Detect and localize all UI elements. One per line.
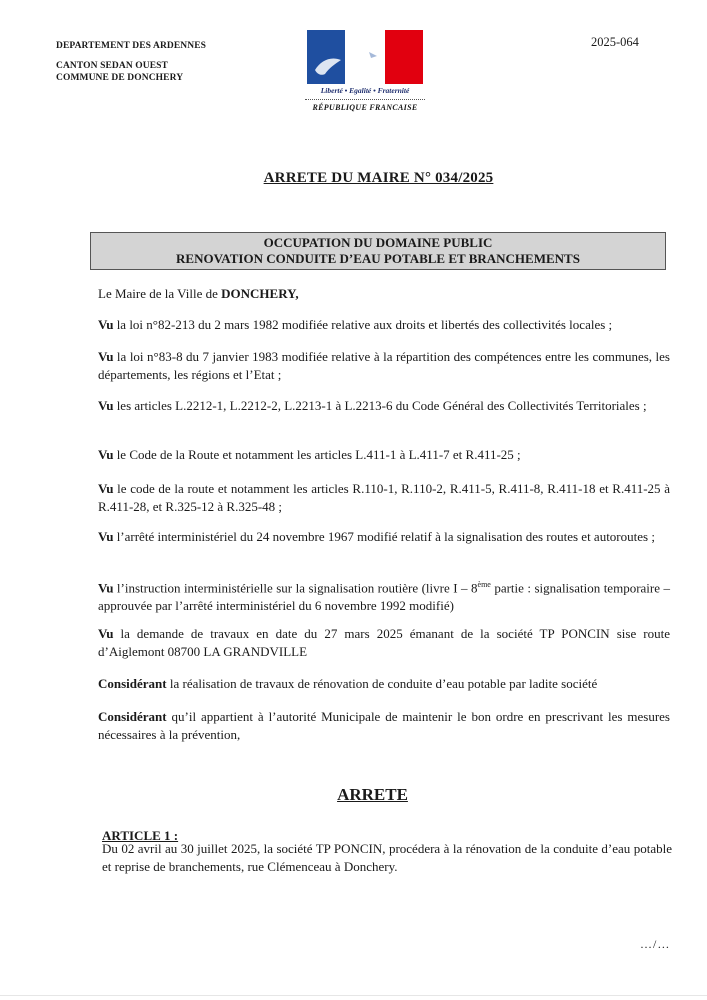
article-1-heading: ARTICLE 1 :	[102, 828, 179, 843]
consideration-item	[98, 446, 670, 464]
decision-heading: ARRETE	[337, 785, 408, 804]
consideration-item	[98, 708, 670, 744]
decree-title: ARRETE DU MAIRE N° 034/2025	[263, 170, 494, 186]
continuation-marker: …/…	[640, 937, 671, 951]
consideration-text: l’instruction interministérielle sur la signalisation routière (livre I – 8	[113, 580, 478, 596]
document-reference: 2025-064	[591, 35, 639, 49]
consideration-text: qu’il appartient à l’autorité Municipale de maintenir le bon ordre en prescrivant les mesures nécessaires à la prévention,	[98, 709, 670, 742]
consideration-lead: Vu	[98, 580, 114, 596]
issuer-block	[56, 40, 206, 84]
consideration-text: le Code de la Route et notamment les articles L.411-1 à L.411-7 et R.411-25 ;	[113, 447, 521, 462]
consideration-item	[98, 480, 670, 516]
consideration-item	[98, 397, 670, 415]
consideration-lead: Vu	[98, 447, 114, 462]
consideration-item	[98, 625, 670, 661]
consideration-text: la demande de travaux en date du 27 mars 2025 émanant de la société TP PONCIN sise route d’Aiglemont 08700 LA GRANDVILLE	[98, 626, 670, 659]
consideration-lead: Vu	[98, 349, 114, 364]
subject-line-2: RENOVATION CONDUITE D’EAU POTABLE ET BRANCHEMENTS	[176, 251, 580, 266]
republic-label: RÉPUBLIQUE FRANCAISE	[312, 103, 418, 112]
consideration-item	[98, 528, 670, 546]
consideration-lead: Vu	[98, 529, 114, 544]
commune-label: COMMUNE DE DONCHERY	[56, 73, 184, 83]
consideration-text: la loi n°83-8 du 7 janvier 1983 modifiée relative à la répartition des compétences entre les communes, les départements, les régions et l’Etat ;	[98, 349, 670, 382]
consideration-lead: Vu	[98, 481, 114, 496]
consideration-item	[98, 675, 670, 693]
consideration-lead: Vu	[98, 626, 114, 641]
logo-divider	[305, 99, 425, 100]
consideration-lead: Considérant	[98, 676, 167, 691]
intro-town: DONCHERY,	[221, 286, 299, 301]
consideration-text: partie : signalisation temporaire – approuvée par l’arrêté interministériel du 6 novembre 1992 modifié)	[98, 580, 670, 614]
consideration-text: le code de la route et notamment les articles R.110-1, R.110-2, R.411-5, R.411-8, R.411-18 et R.411-25 à R.411-28, et R.325-12 à R.325-48 ;	[98, 481, 670, 514]
subject-line-1: OCCUPATION DU DOMAINE PUBLIC	[263, 235, 493, 250]
consideration-item	[98, 348, 670, 384]
page-edge	[0, 995, 707, 996]
intro-prefix: Le Maire de la Ville de	[98, 286, 222, 301]
consideration-lead: Vu	[98, 398, 114, 413]
republic-logo	[300, 30, 430, 112]
mayor-intro	[98, 285, 670, 303]
consideration-item	[98, 576, 670, 615]
article-1-body: Du 02 avril au 30 juillet 2025, la société TP PONCIN, procédera à la rénovation de la conduite d’eau potable et reprise de branchements, rue Clémenceau à Donchery.	[102, 841, 672, 874]
consideration-item	[98, 316, 670, 334]
consideration-text: les articles L.2212-1, L.2212-2, L.2213-1 à L.2213-6 du Code Général des Collectivités Territoriales ;	[113, 398, 647, 413]
consideration-lead: Vu	[98, 317, 114, 332]
marianne-logo-icon	[307, 30, 423, 84]
consideration-text: la loi n°82-213 du 2 mars 1982 modifiée relative aux droits et libertés des collectivités locales ;	[113, 317, 613, 332]
subject-box	[90, 232, 666, 270]
consideration-text: l’arrêté interministériel du 24 novembre 1967 modifié relatif à la signalisation des routes et autoroutes ;	[113, 529, 655, 544]
department-label: DEPARTEMENT DES ARDENNES	[56, 41, 207, 51]
superscript-text: ème	[477, 580, 491, 589]
canton-label: CANTON SEDAN OUEST	[56, 61, 168, 71]
republic-motto: Liberté • Egalité • Fraternité	[320, 86, 410, 95]
consideration-text: la réalisation de travaux de rénovation de conduite d’eau potable par ladite société	[166, 676, 598, 691]
consideration-lead: Considérant	[98, 709, 167, 724]
